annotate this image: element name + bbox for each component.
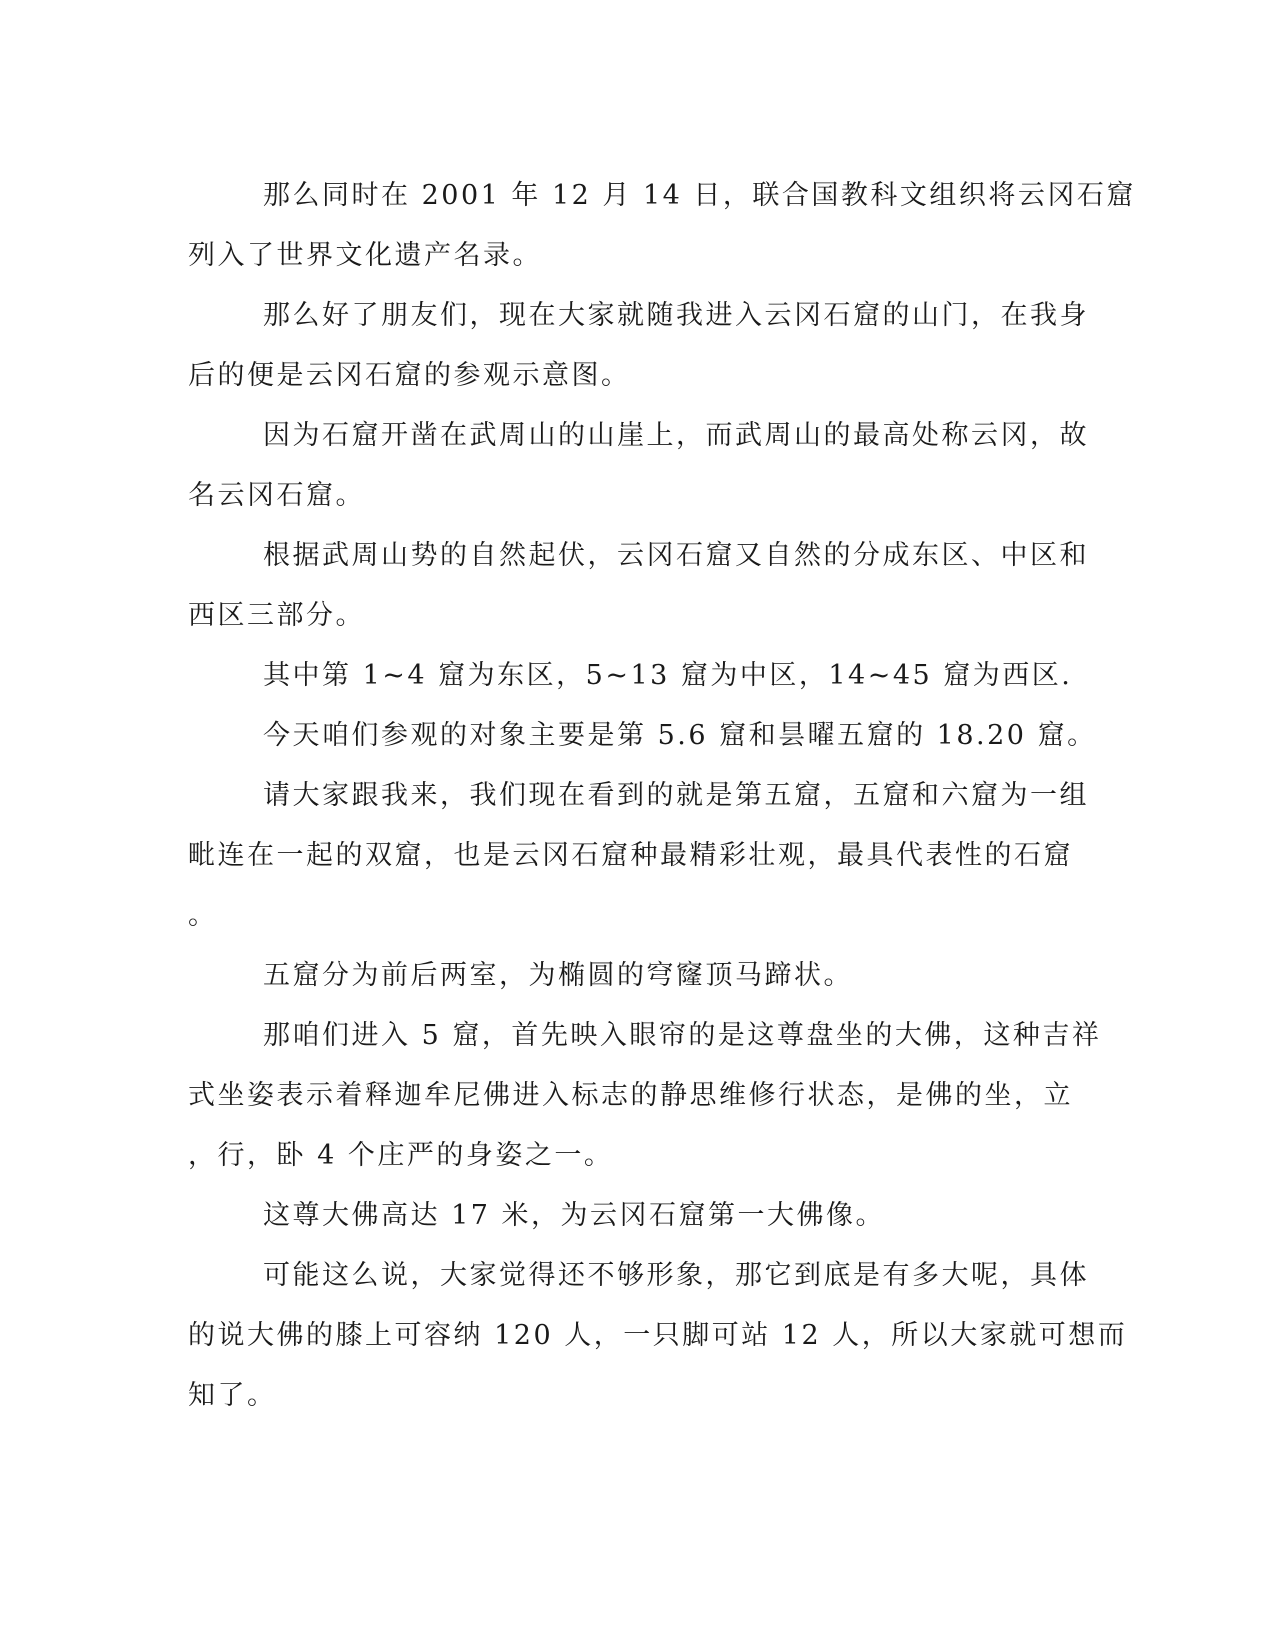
paragraph-line: 名云冈石窟。 xyxy=(188,480,365,511)
paragraph-line: 后的便是云冈石窟的参观示意图。 xyxy=(188,360,631,391)
paragraph-6 xyxy=(188,706,1097,766)
paragraph-line: 今天咱们参观的对象主要是第 5.6 窟和昙曜五窟的 18.20 窟。 xyxy=(263,720,1097,751)
paragraph-line: 毗连在一起的双窟，也是云冈石窟种最精彩壮观，最具代表性的石窟 xyxy=(188,840,1073,871)
paragraph-line: 列入了世界文化遗产名录。 xyxy=(188,240,542,271)
body-text xyxy=(188,166,1136,1426)
paragraph-11 xyxy=(188,1246,1128,1426)
paragraph-line: 。 xyxy=(188,900,218,931)
paragraph-2 xyxy=(188,286,1089,406)
paragraph-line: 那么好了朋友们，现在大家就随我进入云冈石窟的山门，在我身 xyxy=(263,300,1089,331)
paragraph-7 xyxy=(188,766,1089,946)
paragraph-line: 知了。 xyxy=(188,1380,277,1411)
paragraph-line: 五窟分为前后两室，为椭圆的穹窿顶马蹄状。 xyxy=(263,960,853,991)
paragraph-line: 的说大佛的膝上可容纳 120 人，一只脚可站 12 人，所以大家就可想而 xyxy=(188,1320,1128,1351)
paragraph-line: ，行，卧 4 个庄严的身姿之一。 xyxy=(188,1140,614,1171)
paragraph-1 xyxy=(188,166,1136,286)
paragraph-line: 因为石窟开凿在武周山的山崖上，而武周山的最高处称云冈，故 xyxy=(263,420,1089,451)
paragraph-line: 其中第 1~4 窟为东区，5~13 窟为中区，14~45 窟为西区. xyxy=(263,660,1073,691)
paragraph-4 xyxy=(188,526,1089,646)
paragraph-line: 这尊大佛高达 17 米，为云冈石窟第一大佛像。 xyxy=(263,1200,886,1231)
paragraph-line: 西区三部分。 xyxy=(188,600,365,631)
paragraph-line: 请大家跟我来，我们现在看到的就是第五窟，五窟和六窟为一组 xyxy=(263,780,1089,811)
paragraph-line: 式坐姿表示着释迦牟尼佛进入标志的静思维修行状态，是佛的坐，立 xyxy=(188,1080,1073,1111)
paragraph-line: 那么同时在 2001 年 12 月 14 日，联合国教科文组织将云冈石窟 xyxy=(263,180,1136,211)
paragraph-line: 那咱们进入 5 窟，首先映入眼帘的是这尊盘坐的大佛，这种吉祥 xyxy=(263,1020,1102,1051)
paragraph-9 xyxy=(188,1006,1102,1186)
paragraph-line: 根据武周山势的自然起伏，云冈石窟又自然的分成东区、中区和 xyxy=(263,540,1089,571)
paragraph-line: 可能这么说，大家觉得还不够形象，那它到底是有多大呢，具体 xyxy=(263,1260,1089,1291)
paragraph-5 xyxy=(188,646,1073,706)
paragraph-10 xyxy=(188,1186,1068,1246)
paragraph-3 xyxy=(188,406,1089,526)
paragraph-8 xyxy=(188,946,1068,1006)
